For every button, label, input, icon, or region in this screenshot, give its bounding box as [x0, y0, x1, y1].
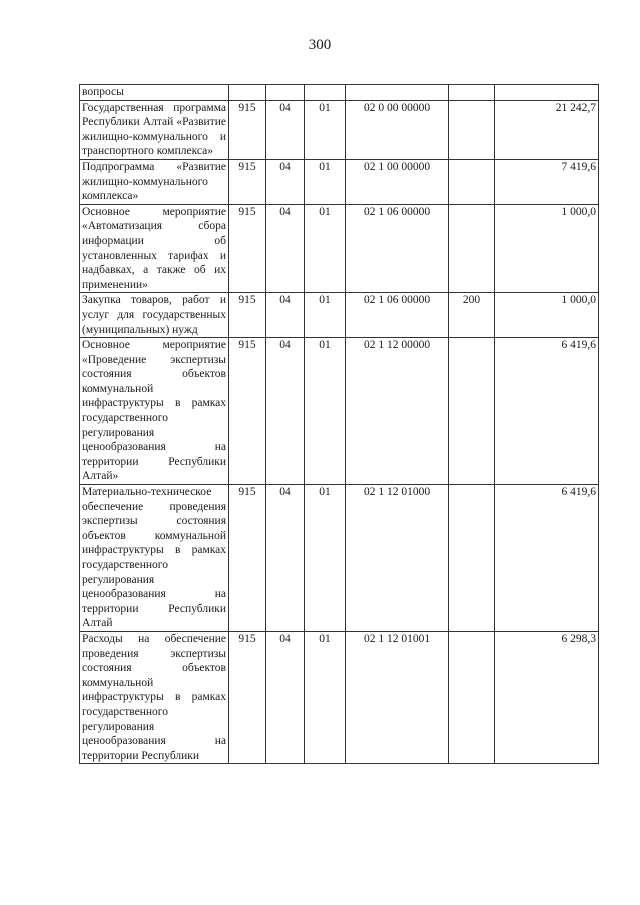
cell-section: 04: [266, 485, 305, 632]
cell-target-article: 02 1 00 00000: [346, 159, 449, 204]
cell-expense-type: 200: [449, 293, 495, 338]
cell-expense-type: [449, 85, 495, 101]
cell-subsection: 01: [305, 204, 346, 293]
table-row: [80, 485, 599, 632]
table-row: [80, 338, 599, 485]
cell-target-article: 02 0 00 00000: [346, 100, 449, 159]
cell-name: Материально-техническое обеспечение проведения экспертизы состояния объектов коммунальной инфраструктуры в рамках государственного регулирования ценообразования на территории Республики Алтай: [80, 485, 229, 632]
cell-name: Закупка товаров, работ и услуг для государственных (муниципальных) нужд: [80, 293, 229, 338]
cell-expense-type: [449, 631, 495, 763]
cell-section: [266, 85, 305, 101]
cell-expense-type: [449, 204, 495, 293]
cell-name: Основное мероприятие «Проведение экспертизы состояния объектов коммунальной инфраструктуры в рамках государственного регулирования ценообразования на территории Республики Алтай»: [80, 338, 229, 485]
cell-amount: 1 000,0: [495, 293, 599, 338]
cell-subsection: 01: [305, 159, 346, 204]
cell-expense-type: [449, 100, 495, 159]
cell-expense-type: [449, 159, 495, 204]
cell-name: Расходы на обеспечение проведения экспертизы состояния объектов коммунальной инфраструктуры в рамках государственного регулирования ценообразования на территории Республики: [80, 631, 229, 763]
cell-admin-code: 915: [229, 485, 266, 632]
cell-section: 04: [266, 159, 305, 204]
cell-subsection: 01: [305, 631, 346, 763]
table-row: [80, 85, 599, 101]
cell-name: Государственная программа Республики Алтай «Развитие жилищно-коммунального и транспортного комплекса»: [80, 100, 229, 159]
cell-admin-code: 915: [229, 100, 266, 159]
cell-subsection: 01: [305, 485, 346, 632]
cell-section: 04: [266, 100, 305, 159]
cell-target-article: 02 1 12 01000: [346, 485, 449, 632]
table-body: [80, 85, 599, 764]
cell-subsection: [305, 85, 346, 101]
cell-target-article: 02 1 06 00000: [346, 204, 449, 293]
table-row: [80, 204, 599, 293]
cell-target-article: [346, 85, 449, 101]
cell-subsection: 01: [305, 100, 346, 159]
table-row: [80, 631, 599, 763]
cell-section: 04: [266, 293, 305, 338]
cell-name: вопросы: [80, 85, 229, 101]
cell-section: 04: [266, 338, 305, 485]
cell-expense-type: [449, 485, 495, 632]
cell-name: Основное мероприятие «Автоматизация сбора информации об установленных тарифах и надбавках, а также об их применении»: [80, 204, 229, 293]
cell-admin-code: 915: [229, 159, 266, 204]
cell-target-article: 02 1 06 00000: [346, 293, 449, 338]
table-row: [80, 159, 599, 204]
page-number: 300: [308, 37, 332, 53]
cell-subsection: 01: [305, 338, 346, 485]
cell-amount: 6 419,6: [495, 338, 599, 485]
cell-subsection: 01: [305, 293, 346, 338]
cell-amount: 21 242,7: [495, 100, 599, 159]
table-row: [80, 100, 599, 159]
cell-amount: 1 000,0: [495, 204, 599, 293]
cell-name: Подпрограмма «Развитие жилищно-коммунального комплекса»: [80, 159, 229, 204]
cell-target-article: 02 1 12 01001: [346, 631, 449, 763]
cell-expense-type: [449, 338, 495, 485]
cell-amount: 6 419,6: [495, 485, 599, 632]
cell-target-article: 02 1 12 00000: [346, 338, 449, 485]
budget-table: [79, 84, 599, 764]
cell-section: 04: [266, 631, 305, 763]
cell-admin-code: 915: [229, 631, 266, 763]
cell-admin-code: 915: [229, 204, 266, 293]
cell-admin-code: 915: [229, 338, 266, 485]
cell-amount: 6 298,3: [495, 631, 599, 763]
cell-admin-code: 915: [229, 293, 266, 338]
cell-amount: 7 419,6: [495, 159, 599, 204]
cell-amount: [495, 85, 599, 101]
cell-admin-code: [229, 85, 266, 101]
table-row: [80, 293, 599, 338]
cell-section: 04: [266, 204, 305, 293]
